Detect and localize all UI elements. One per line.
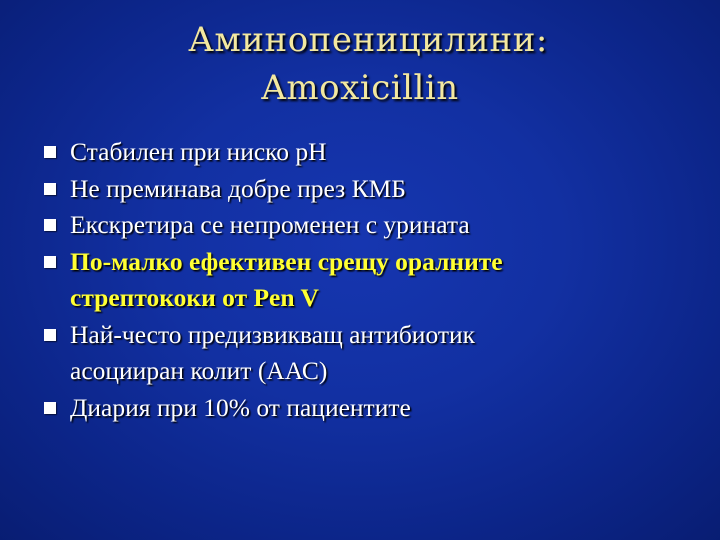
bullet-text: Стабилен при ниско рН [70,137,327,166]
bullet-item [44,134,684,171]
bullet-item [44,390,684,427]
slide-title [0,16,720,112]
bullet-item [44,317,684,390]
bullet-item [44,207,684,244]
bullet-text: Не преминава добре през КМБ [70,173,406,203]
bullet-text-line-2: асоцииран колит (ААС) [70,356,328,385]
square-bullet-icon [44,219,56,231]
bullet-item-emphasized [44,244,684,317]
square-bullet-icon [44,329,56,341]
bullet-text-line-1: По-малко ефективен срещу оралните [70,246,503,276]
square-bullet-icon [44,402,56,414]
title-line-1: Аминопеницилини: [188,20,548,60]
square-bullet-icon [44,183,56,195]
bullet-text-line-2: стрептококи от Pen V [70,283,319,312]
bullet-list [44,134,684,426]
title-line-2: Amoxicillin [261,68,459,108]
square-bullet-icon [44,256,56,268]
bullet-text: Екскретира се непроменен с урината [70,210,470,239]
bullet-text-line-1: Най-често предизвикващ антибиотик [70,319,476,349]
bullet-text: Диария при 10% от пациентите [70,392,411,422]
bullet-item [44,171,684,208]
square-bullet-icon [44,146,56,158]
